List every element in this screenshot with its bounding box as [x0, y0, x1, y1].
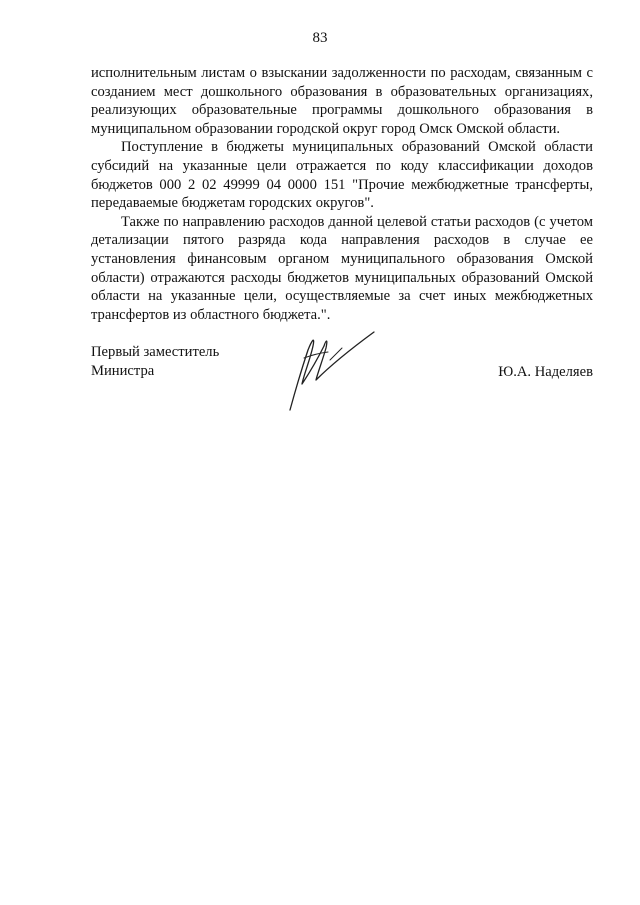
- handwritten-signature: [282, 328, 382, 412]
- document-body: [91, 64, 593, 324]
- signer-name: Ю.А. Наделяев: [498, 364, 593, 380]
- paragraph-expenses: Также по направлению расходов данной целевой статьи расходов (с учетом детализации пятого разряда кода направления расходов в случае ее установления финансовым органом муниципального образования Омской области) отражаются расходы бюджетов муниципальных образований Омской области на указанные цели, осуществляемые за счет иных межбюджетных трансфертов из областного бюджета.".: [91, 213, 593, 323]
- page-number: 83: [312, 30, 328, 46]
- signer-title-line2: Министра: [91, 362, 155, 379]
- signer-title: [91, 343, 219, 380]
- paragraph-revenue: Поступление в бюджеты муниципальных образований Омской области субсидий на указанные цели отражается по коду классификации доходов бюджетов 000 2 02 49999 04 0000 151 "Прочие межбюджетные трансферты, передаваемые бюджетам городских округов".: [91, 139, 593, 212]
- paragraph-continuation: исполнительным листам о взыскании задолженности по расходам, связанным с созданием мест дошкольного образования в образовательных организациях, реализующих образовательные программы дошкольного образования в муниципальном образовании городской округ город Омск Омской области.: [91, 65, 593, 137]
- signer-title-line1: Первый заместитель: [91, 344, 220, 360]
